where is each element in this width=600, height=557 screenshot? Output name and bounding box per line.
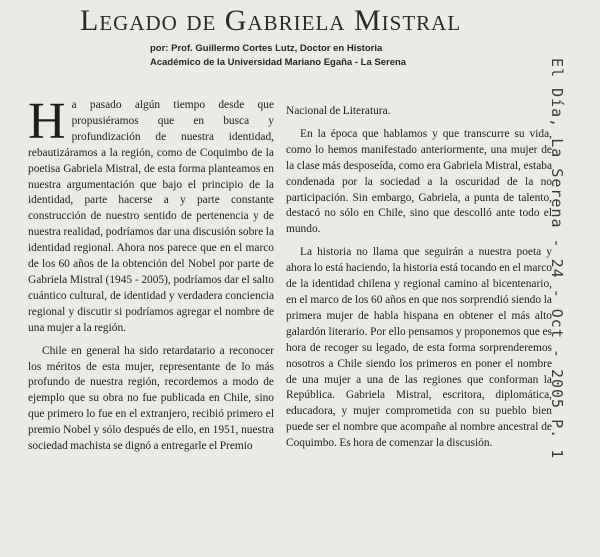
paragraph: En la época que hablamos y que transcurre su vida, como lo hemos manifestado anteriormente, una mujer de la clase más desposeída, como era Gabriela Mistral, estaba condenada por la sociedad a la oscuridad de la no participación. Sin embargo, Gabriela, a punta de talento, destacó no sólo en Chile, sino que descolló ante todo el mundo. [286, 127, 552, 236]
right-column [286, 104, 552, 459]
paragraph: La historia no llama que seguirán a nuestra poeta y ahora lo está haciendo, la historia está tocando en el marco de la identidad chilena y regional camino al bicentenario, en el marco de los 60 años en que nos sorprendió siendo la primera mujer de habla hispana en obtener el más alto galardón literario. Por ello pensamos y proponemos que es hora de recoger su legado, de esta forma sorprenderemos nosotros a Chile siendo los primeros en poner el nombre de una mujer a una de las regiones que conforman la República. Gabriela Mistral, escritora, diplomática, educadora, y mujer comprometida con su pueblo bien puede ser el nombre que acompañe al nombre ancestral de Coquimbo. Es hora de comenzar la discusión. [286, 246, 552, 450]
dropcap: H [28, 93, 66, 150]
paragraph: Nacional de Literatura. [286, 105, 391, 117]
left-column [28, 93, 274, 462]
byline-affiliation: Académico de la Universidad Mariano Egaña - La Serena [150, 57, 407, 68]
byline-author: por: Prof. Guillermo Cortes Lutz, Doctor en Historia [150, 43, 383, 54]
paragraph: Ha pasado algún tiempo desde que propusiéramos que en busca y profundización de nuestra identidad, rebautizáramos a la región, como de Coquimbo de la poetisa Gabriela Mistral, de esta forma planteamos en nuestra argumentación que bajo el principio de la identidad, parte hacerse a y parte constante construcción de nuestro sentido de pertenencia y de nuestra realidad, podríamos dar una discusión sobre la identidad regional. Ahora nos parece que en el marco de los 60 años de la obtención del Nobel por parte de Gabriela Mistral (1945 - 2005), podríamos dar el salto cuántico cultural, de identidad y verdadera conciencia regional y discutir si podríamos agregar el nombre de una mujer a la región. [28, 93, 274, 334]
article-byline [150, 42, 450, 70]
handwritten-source-note: El Día, La Serena - 24 - Oct - 2005 P. 1 [548, 58, 566, 460]
article-title: Legado de Gabriela Mistral [80, 4, 462, 37]
paragraph: Chile en general ha sido retardatario a reconocer los méritos de esta mujer, representante de lo más profundo de nuestra región, recordemos a modo de ejemplo que su obra no fue publicada en Chile, sino que primero lo fue en el extranjero, recibió primero el premio Nobel y sólo después de ello, en 1951, nuestra sociedad machista se dignó a entregarle el Premio [28, 344, 274, 453]
